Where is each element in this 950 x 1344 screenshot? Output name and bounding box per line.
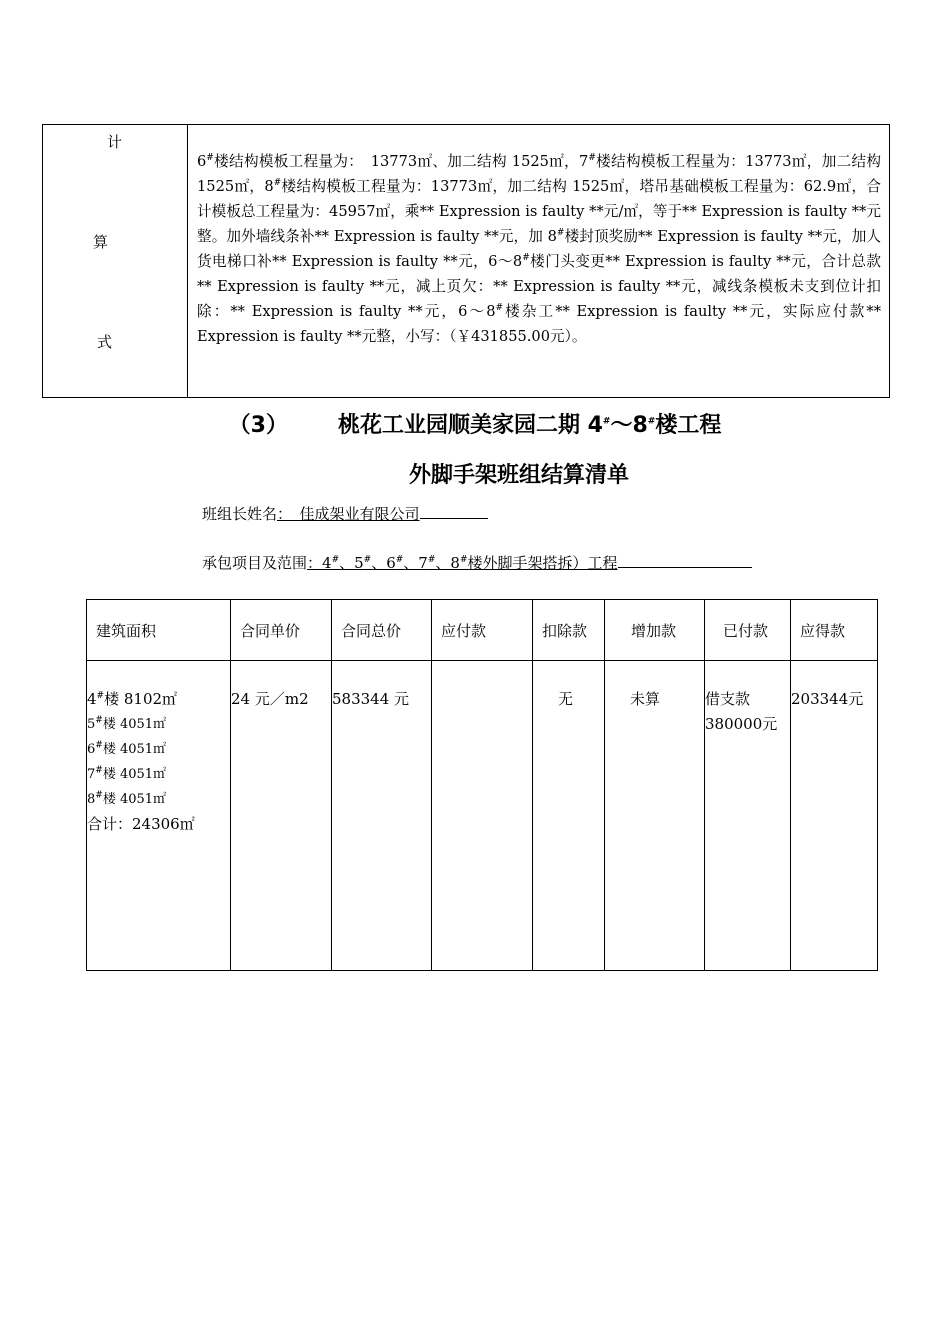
calc-label-suan: 算 — [93, 233, 109, 251]
scope-label: 承包项目及范围 — [202, 554, 308, 572]
team-leader-label: 班组长姓名 — [202, 505, 278, 523]
area-line: 8#楼 4051㎡ — [87, 790, 167, 807]
section-number: （3） — [228, 413, 288, 438]
payable-cell — [432, 661, 533, 971]
header-cell: 已付款 — [705, 600, 791, 661]
area-line: 4#楼 8102㎡ — [87, 690, 178, 708]
area-line: 7#楼 4051㎡ — [87, 765, 167, 782]
area-line: 5#楼 4051㎡ — [87, 715, 167, 732]
header-cell: 合同总价 — [332, 600, 432, 661]
team-leader-field — [202, 503, 488, 524]
calculation-text: 6#楼结构模板工程量为： 13773㎡、加二结构 1525㎡，7#楼结构模板工程量为：13773㎡，加二结构 1525㎡，8#楼结构模板工程量为：13773㎡，加二结构 1525㎡，塔吊基础模板工程量为：62.9㎡，合计模板总工程量为：45957㎡，乘** Expression is faulty **元/㎡，等于** Expression is faulty **元整。加外墙线条补** Expression is faulty **元，加 8#楼封顶奖励** Expression is faulty **元，加人货电梯口补** Expression is faulty **元，6～8#楼门头变更** Expression is faulty **元，合计总款** Expression is faulty **元，减上页欠：** Expression is faulty **元，减线条模板未支到位计扣除：** Expression is faulty **元，6～8#楼杂工** Expression is faulty **元，实际应付款** Expression is faulty **元整，小写：（￥431855.00元）。 — [197, 153, 881, 345]
document-title-line2: 外脚手架班组结算清单 — [408, 463, 629, 488]
project-title: 桃花工业园顺美家园二期 4#～8#楼工程 — [337, 413, 722, 438]
header-cell: 应得款 — [791, 600, 878, 661]
header-cell: 合同单价 — [231, 600, 332, 661]
calc-label-ji: 计 — [107, 133, 123, 151]
header-cell: 应付款 — [432, 600, 533, 661]
scope-field — [202, 552, 752, 573]
paid-cell: 借支款380000元 — [705, 661, 791, 971]
calc-label-shi: 式 — [97, 333, 113, 351]
underline — [420, 506, 488, 519]
header-cell: 扣除款 — [533, 600, 605, 661]
table-row — [87, 661, 878, 971]
calculation-label-column — [43, 125, 188, 397]
scope-value: ：4#、5#、6#、7#、8#楼外脚手架搭拆）工程 — [307, 554, 618, 572]
area-line: 合计：24306㎡ — [87, 815, 195, 833]
settlement-table — [86, 599, 878, 971]
header-cell: 建筑面积 — [87, 600, 231, 661]
header-cell: 增加款 — [605, 600, 705, 661]
total-price-cell: 583344 元 — [332, 661, 432, 971]
calculation-table — [42, 124, 890, 398]
unit-price-cell: 24 元／m2 — [231, 661, 332, 971]
table-header-row — [87, 600, 878, 661]
building-area-cell — [87, 661, 231, 971]
team-leader-value: ： 佳成架业有限公司 — [277, 505, 420, 523]
area-line: 6#楼 4051㎡ — [87, 740, 167, 757]
addition-cell: 未算 — [605, 661, 705, 971]
underline — [618, 555, 752, 568]
deduction-cell: 无 — [533, 661, 605, 971]
due-cell: 203344元 — [791, 661, 878, 971]
document-title-line1 — [0, 408, 950, 439]
